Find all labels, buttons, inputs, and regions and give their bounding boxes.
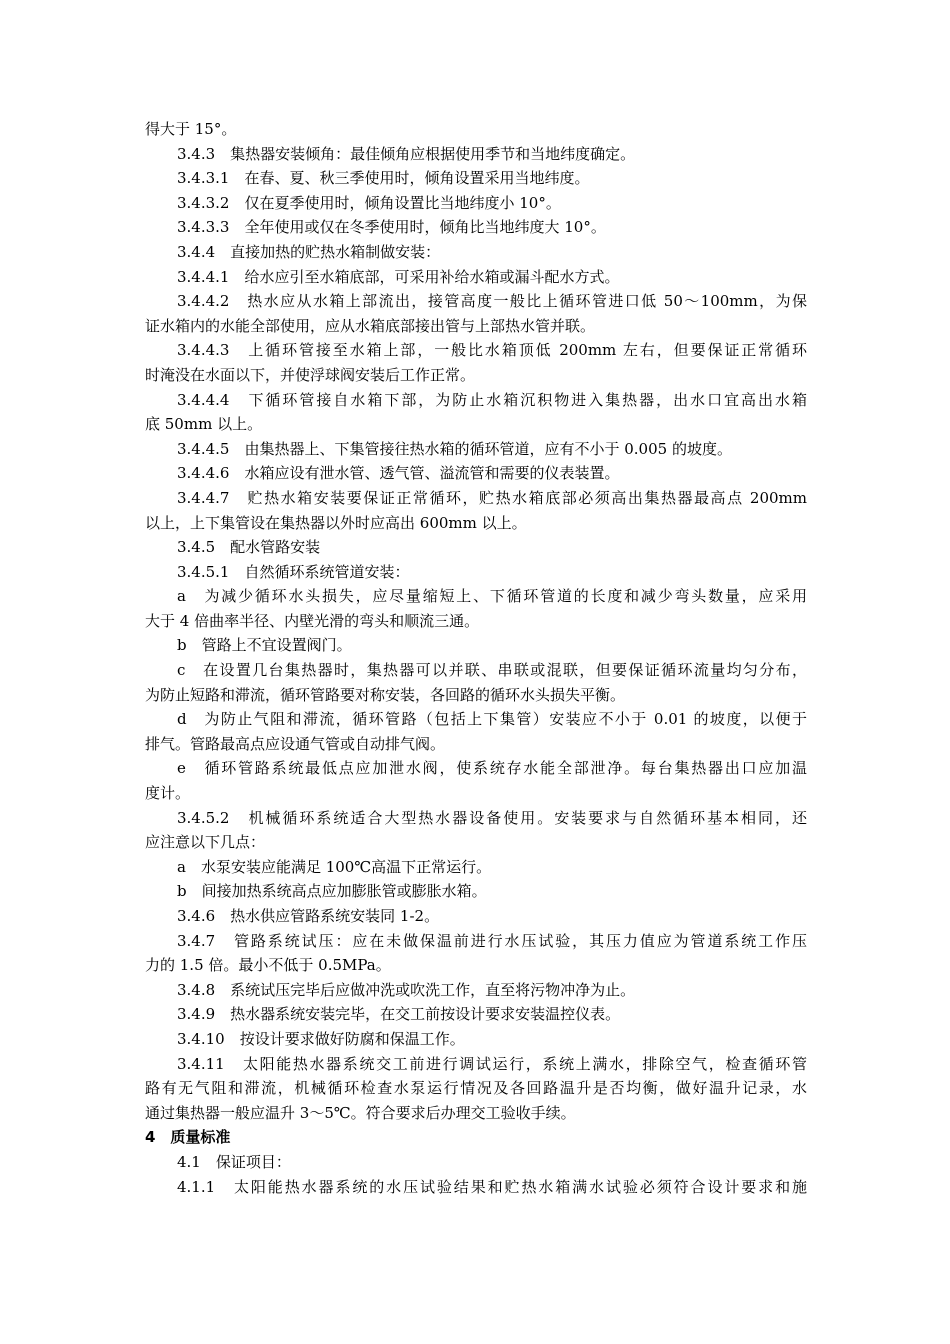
clause-3-4-10: 3.4.10 按设计要求做好防腐和保温工作。	[177, 1029, 465, 1048]
clause-3-4-9: 3.4.9 热水器系统安装完毕，在交工前按设计要求安装温控仪表。	[177, 1005, 621, 1024]
clause-3-4-6: 3.4.6 热水供应管路系统安装同 1-2。	[177, 907, 440, 925]
paragraph-line: 路有无气阻和滞流，机械循环检查水泵运行情况及各回路温升是否均衡，做好温升记录，水	[145, 1079, 807, 1098]
clause-3-4-4-1: 3.4.4.1 给水应引至水箱底部，可采用补给水箱或漏斗配水方式。	[177, 267, 620, 286]
item-b: b 间接加热系统高点应加膨胀管或膨胀水箱。	[177, 882, 487, 901]
clause-3-4-8: 3.4.8 系统试压完毕后应做冲洗或吹洗工作，直至将污物冲净为止。	[177, 980, 636, 999]
clause-3-4-3-3: 3.4.3.3 全年使用或仅在冬季使用时，倾角比当地纬度大 10°。	[177, 218, 606, 237]
paragraph-line: 证水箱内的水能全部使用，应从水箱底部接出管与上部热水管并联。	[145, 316, 596, 335]
paragraph-line: 得大于 15°。	[145, 120, 237, 138]
document-body	[145, 117, 807, 1199]
clause-4-1: 4.1 保证项目：	[177, 1152, 291, 1171]
item-c: c 在设置几台集热器时，集热器可以并联、串联或混联，但要保证循环流量均匀分布，	[177, 661, 807, 680]
clause-3-4-11: 3.4.11 太阳能热水器系统交工前进行调试运行，系统上满水，排除空气，检查循环管	[177, 1054, 807, 1073]
item-a: a 水泵安装应能满足 100℃高温下正常运行。	[177, 857, 492, 876]
item-d: d 为防止气阻和滞流，循环管路（包括上下集管）安装应不小于 0.01 的坡度，以便于	[177, 710, 807, 729]
paragraph-line: 通过集热器一般应温升 3～5℃。符合要求后办理交工验收手续。	[145, 1103, 576, 1122]
clause-3-4-5-1: 3.4.5.1 自然循环系统管道安装：	[177, 562, 410, 581]
paragraph-line: 为防止短路和滞流，循环管路要对称安装，各回路的循环水头损失平衡。	[145, 685, 626, 704]
clause-3-4-4-5: 3.4.4.5 由集热器上、下集管接往热水箱的循环管道，应有不小于 0.005 的坡度。	[177, 439, 732, 458]
paragraph-line: 以上，上下集管设在集热器以外时应高出 600mm 以上。	[145, 513, 527, 532]
paragraph-line: 时淹没在水面以下，并使浮球阀安装后工作正常。	[145, 365, 476, 384]
paragraph-line: 大于 4 倍曲率半径、内壁光滑的弯头和顺流三通。	[145, 611, 480, 630]
clause-3-4-4-2: 3.4.4.2 热水应从水箱上部流出，接管高度一般比上循环管进口低 50～100mm，为保	[177, 292, 807, 311]
clause-3-4-3-1: 3.4.3.1 在春、夏、秋三季使用时，倾角设置采用当地纬度。	[177, 169, 590, 188]
clause-3-4-4-3: 3.4.4.3 上循环管接至水箱上部，一般比水箱顶低 200mm 左右，但要保证正常循环	[177, 341, 807, 360]
clause-3-4-5-2: 3.4.5.2 机械循环系统适合大型热水器设备使用。安装要求与自然循环基本相同，还	[177, 808, 807, 827]
clause-3-4-4-6: 3.4.4.6 水箱应设有泄水管、透气管、溢流管和需要的仪表装置。	[177, 464, 620, 483]
clause-3-4-3: 3.4.3 集热器安装倾角：最佳倾角应根据使用季节和当地纬度确定。	[177, 144, 636, 163]
paragraph-line: 度计。	[145, 784, 191, 803]
clause-3-4-4: 3.4.4 直接加热的贮热水箱制做安装：	[177, 242, 441, 261]
paragraph-line: 排气。管路最高点应设通气管或自动排气阀。	[145, 734, 446, 753]
clause-4-1-1: 4.1.1 太阳能热水器系统的水压试验结果和贮热水箱满水试验必须符合设计要求和施	[177, 1177, 807, 1196]
paragraph-line: 力的 1.5 倍。最小不低于 0.5MPa。	[145, 956, 391, 975]
item-b: b 管路上不宜设置阀门。	[177, 636, 352, 655]
item-a: a 为减少循环水头损失，应尽量缩短上、下循环管道的长度和减少弯头数量，应采用	[177, 587, 807, 606]
clause-3-4-5: 3.4.5 配水管路安装	[177, 538, 321, 557]
paragraph-line: 应注意以下几点：	[145, 833, 266, 852]
item-e: e 循环管路系统最低点应加泄水阀，使系统存水能全部泄净。每台集热器出口应加温	[177, 759, 807, 778]
paragraph-line: 底 50mm 以上。	[145, 415, 263, 434]
clause-3-4-7: 3.4.7 管路系统试压：应在未做保温前进行水压试验，其压力值应为管道系统工作压	[177, 931, 807, 950]
clause-3-4-3-2: 3.4.3.2 仅在夏季使用时，倾角设置比当地纬度小 10°。	[177, 193, 561, 212]
clause-3-4-4-4: 3.4.4.4 下循环管接自水箱下部，为防止水箱沉积物进入集热器，出水口宜高出水箱	[177, 390, 807, 409]
section-heading: 4 质量标准	[145, 1128, 231, 1147]
clause-3-4-4-7: 3.4.4.7 贮热水箱安装要保证正常循环，贮热水箱底部必须高出集热器最高点 200mm	[177, 488, 807, 507]
